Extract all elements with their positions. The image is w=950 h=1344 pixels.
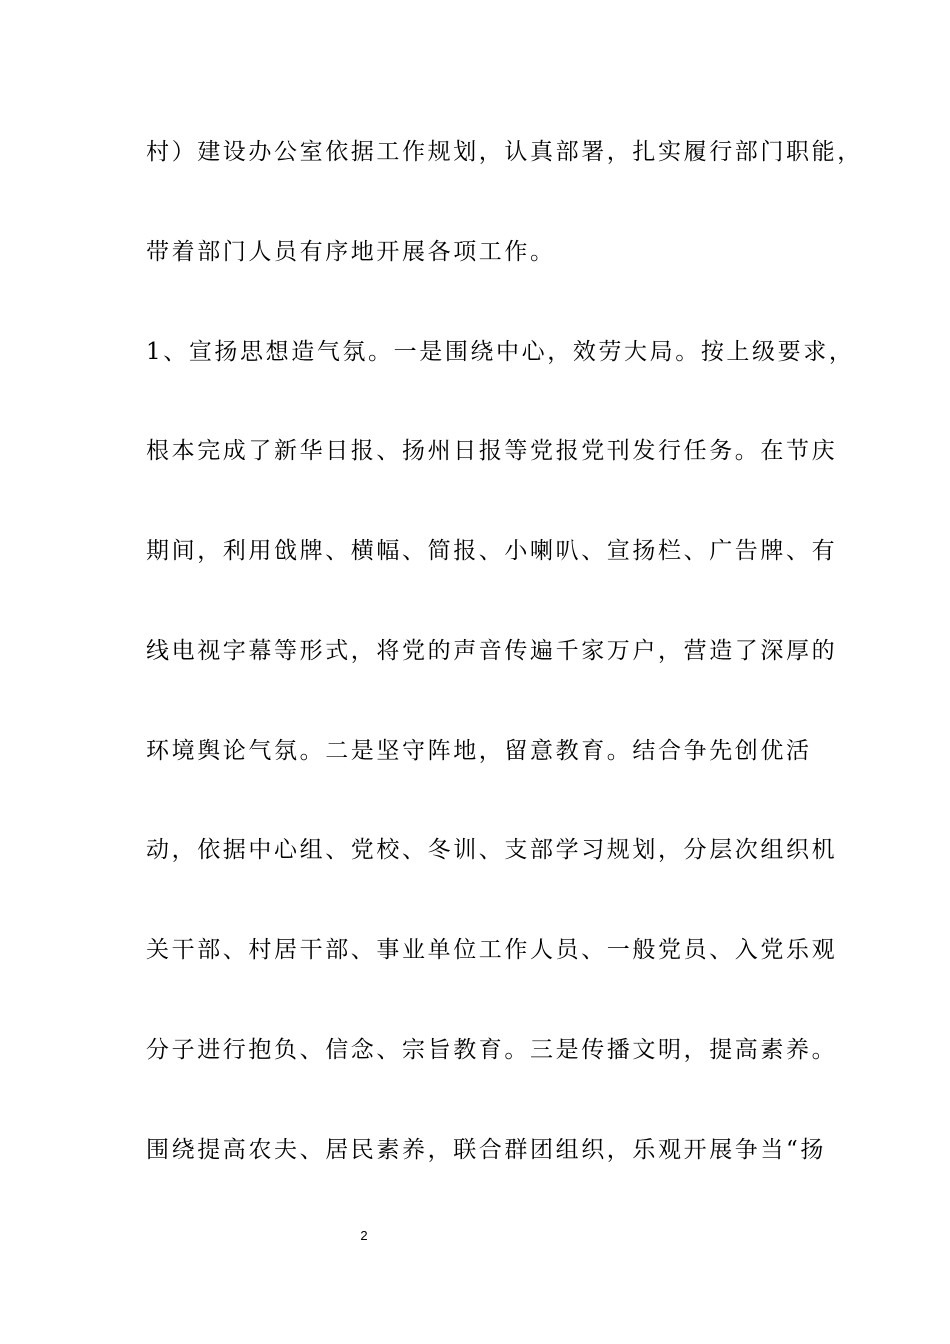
page-number: 2 bbox=[360, 1228, 368, 1243]
text-line: 围绕提高农夫、居民素养，联合群团组织，乐观开展争当“扬 bbox=[146, 1137, 826, 1163]
text-line: 根本完成了新华日报、扬州日报等党报党刊发行任务。在节庆 bbox=[146, 438, 838, 464]
text-line: 村）建设办公室依据工作规划，认真部署，扎实履行部门职能， bbox=[146, 139, 863, 165]
text-line: 关干部、村居干部、事业单位工作人员、一般党员、入党乐观 bbox=[146, 937, 838, 963]
text-line: 动，依据中心组、党校、冬训、支部学习规划，分层次组织机 bbox=[146, 837, 838, 863]
text-line: 线电视字幕等形式，将党的声音传遍千家万户，营造了深厚的 bbox=[146, 638, 838, 664]
text-line: 期间，利用戗牌、横幅、简报、小喇叭、宣扬栏、广告牌、有 bbox=[146, 538, 838, 564]
text-line: 环境舆论气氛。二是坚守阵地，留意教育。结合争先创优活 bbox=[146, 738, 812, 764]
text-line: 分子进行抱负、信念、宗旨教育。三是传播文明，提高素养。 bbox=[146, 1037, 838, 1063]
text-line: 1、宣扬思想造气氛。一是围绕中心，效劳大局。按上级要求， bbox=[146, 339, 855, 365]
text-line: 带着部门人员有序地开展各项工作。 bbox=[146, 239, 556, 265]
